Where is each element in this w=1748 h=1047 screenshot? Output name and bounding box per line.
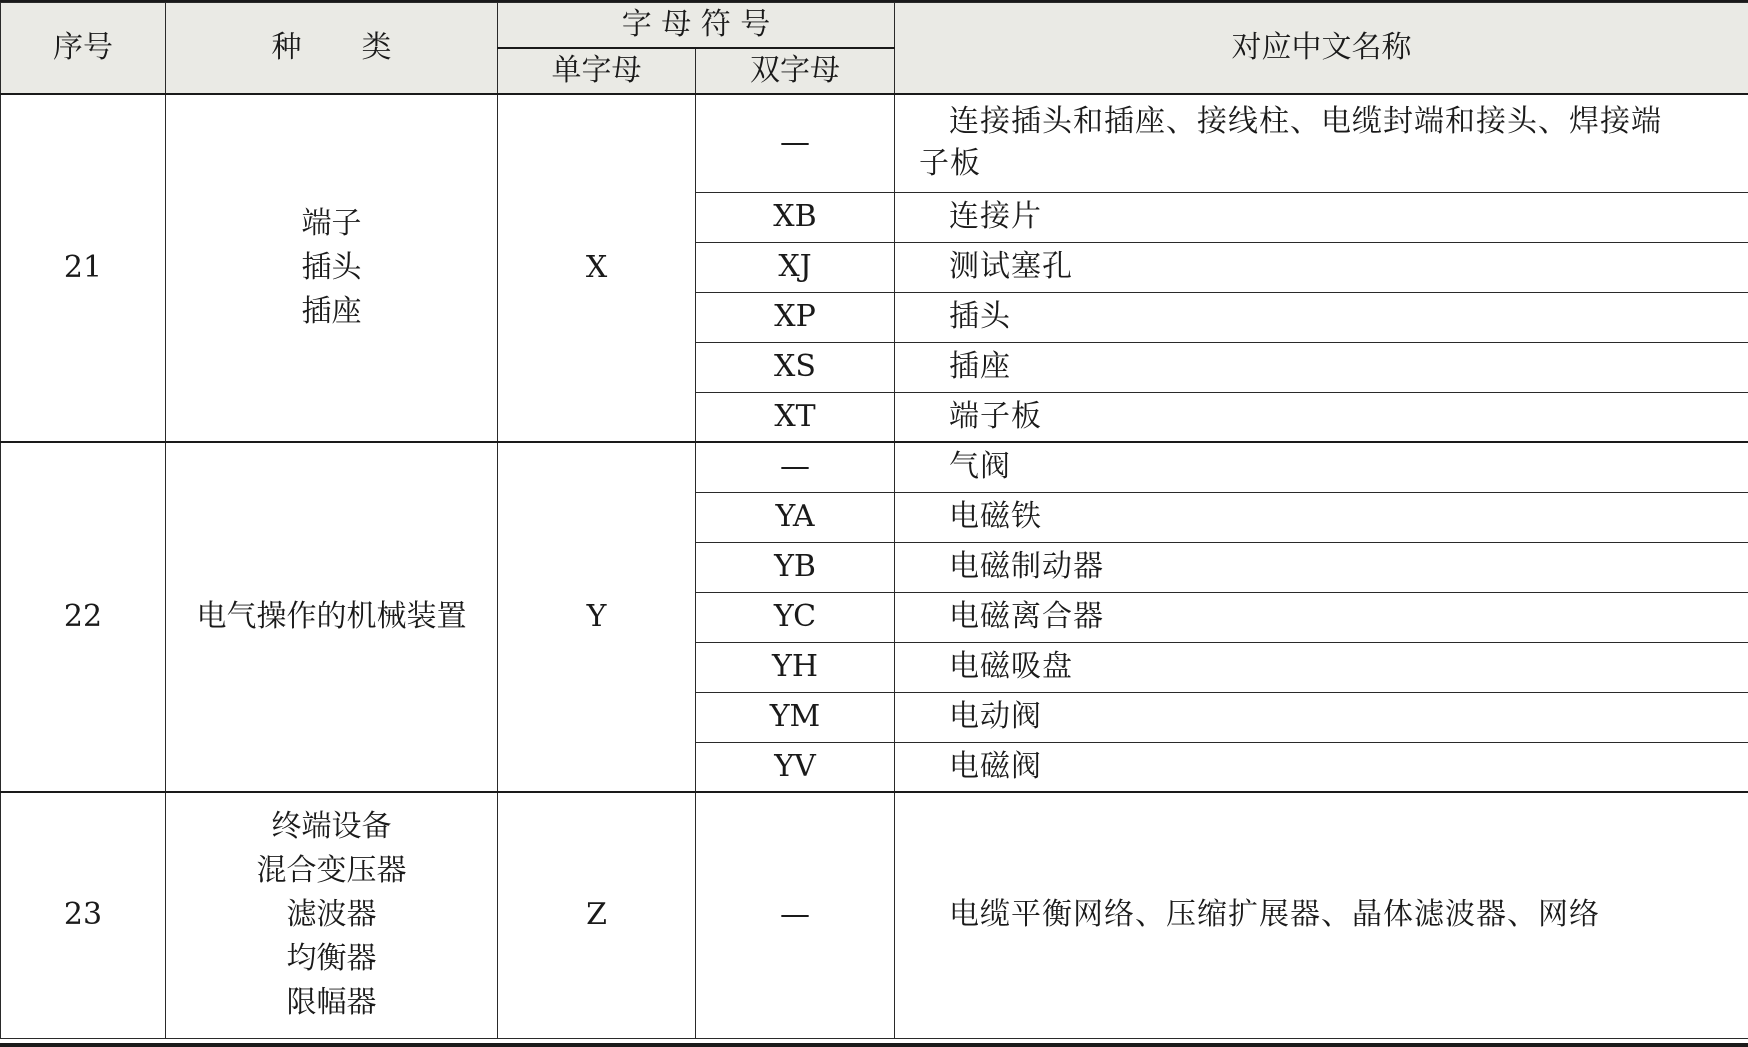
double-letter-cell: YA xyxy=(696,492,895,542)
chinese-name-cell: 电磁铁 xyxy=(895,492,1748,542)
header-kind: 种 类 xyxy=(166,3,498,95)
chinese-name-text-continued: 子板 xyxy=(919,146,982,182)
kind-line: 均衡器 xyxy=(286,941,377,977)
chinese-name-cell: 电磁吸盘 xyxy=(895,642,1748,692)
header-name: 对应中文名称 xyxy=(895,3,1748,95)
double-letter-cell: XT xyxy=(696,392,895,442)
table-row xyxy=(1,94,1748,192)
chinese-name-cell: 电磁离合器 xyxy=(895,592,1748,642)
kind-cell xyxy=(166,94,498,442)
chinese-name-text: 连接插头和插座、接线柱、电缆封端和接头、焊接端 xyxy=(949,104,1663,140)
double-letter-cell: XP xyxy=(696,292,895,342)
chinese-name-cell: 连接片 xyxy=(895,192,1748,242)
kind-cell xyxy=(166,792,498,1038)
chinese-name-cell: 端子板 xyxy=(895,392,1748,442)
double-letter-cell: YV xyxy=(696,742,895,792)
letter-code-table xyxy=(0,2,1748,1039)
table-row xyxy=(1,792,1748,1038)
double-letter-cell: XS xyxy=(696,342,895,392)
kind-line: 端子 xyxy=(301,206,362,241)
kind-line: 限幅器 xyxy=(286,985,377,1021)
kind-line: 滤波器 xyxy=(286,897,377,933)
kind-line: 插座 xyxy=(301,294,362,329)
bottom-rule xyxy=(0,1043,1748,1047)
kind-line: 混合变压器 xyxy=(256,853,407,889)
header-letter-symbol: 字 母 符 号 xyxy=(498,3,895,49)
chinese-name-cell xyxy=(895,94,1748,192)
double-letter-cell: — xyxy=(696,792,895,1038)
chinese-name-cell: 电缆平衡网络、压缩扩展器、晶体滤波器、网络 xyxy=(895,792,1748,1038)
kind-line: 插头 xyxy=(301,250,362,285)
header-double: 双字母 xyxy=(696,48,895,94)
kind-cell xyxy=(166,442,498,792)
double-letter-cell: XB xyxy=(696,192,895,242)
chinese-name-cell: 气阀 xyxy=(895,442,1748,492)
chinese-name-cell: 插座 xyxy=(895,342,1748,392)
chinese-name-cell: 电动阀 xyxy=(895,692,1748,742)
double-letter-cell: YM xyxy=(696,692,895,742)
double-letter-cell: XJ xyxy=(696,242,895,292)
header-single: 单字母 xyxy=(498,48,696,94)
double-letter-cell: — xyxy=(696,94,895,192)
seq-cell: 23 xyxy=(1,792,166,1038)
double-letter-cell: YC xyxy=(696,592,895,642)
single-letter-cell: Y xyxy=(498,442,696,792)
seq-cell: 21 xyxy=(1,94,166,442)
table-row xyxy=(1,442,1748,492)
double-letter-cell: — xyxy=(696,442,895,492)
kind-line: 终端设备 xyxy=(271,809,392,845)
single-letter-cell: Z xyxy=(498,792,696,1038)
header-seq: 序号 xyxy=(1,3,166,95)
chinese-name-cell: 电磁制动器 xyxy=(895,542,1748,592)
kind-line: 电气操作的机械装置 xyxy=(196,599,467,634)
double-letter-cell: YB xyxy=(696,542,895,592)
chinese-name-cell: 测试塞孔 xyxy=(895,242,1748,292)
double-letter-cell: YH xyxy=(696,642,895,692)
chinese-name-cell: 插头 xyxy=(895,292,1748,342)
chinese-name-cell: 电磁阀 xyxy=(895,742,1748,792)
single-letter-cell: X xyxy=(498,94,696,442)
seq-cell: 22 xyxy=(1,442,166,792)
